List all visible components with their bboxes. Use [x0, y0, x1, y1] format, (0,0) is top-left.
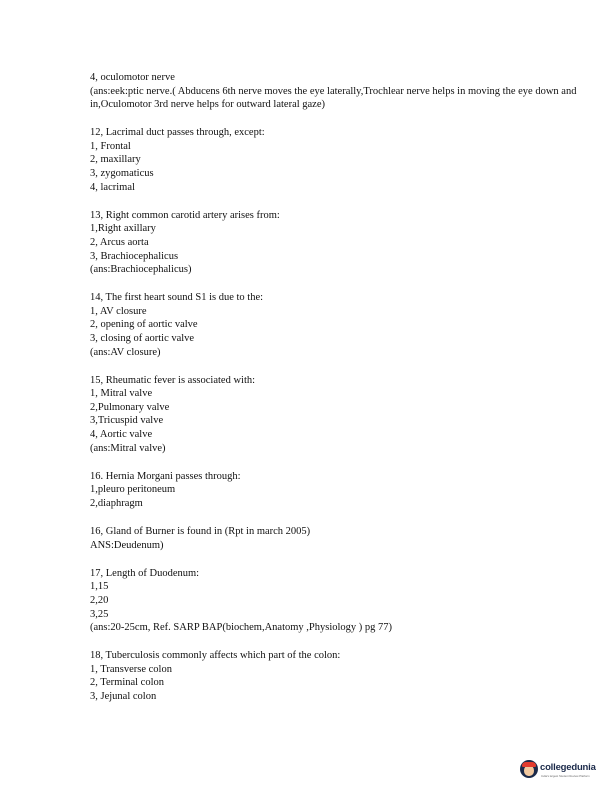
question-line: 17, Length of Duodenum: — [90, 567, 200, 579]
answer-line: (ans:AV closure) — [90, 346, 161, 358]
question-line: 15, Rheumatic fever is associated with: — [90, 374, 256, 386]
option-line: 4, lacrimal — [90, 181, 135, 193]
option-line: 4, Aortic valve — [90, 429, 153, 441]
option-line: 1, Mitral valve — [90, 388, 153, 400]
answer-line: (ans:20-25cm, Ref. SARP BAP(biochem,Anatomy ,Physiology ) pg 77) — [90, 622, 393, 634]
question-block-4-continued — [90, 71, 590, 112]
option-line: 1,Right axillary — [90, 223, 156, 235]
option-line: 2, Arcus aorta — [90, 236, 149, 248]
option-line: 3, closing of aortic valve — [90, 333, 195, 344]
option-line: 3,25 — [90, 608, 109, 620]
question-line: 18, Tuberculosis commonly affects which part of the colon: — [90, 650, 341, 662]
answer-line: (ans:Mitral valve) — [90, 442, 166, 454]
question-block-17 — [90, 567, 590, 635]
document-body — [90, 71, 590, 717]
question-line: 16. Hernia Morgani passes through: — [90, 470, 241, 482]
option-line: 1, Transverse colon — [90, 663, 172, 675]
answer-line: ANS:Deudenum) — [90, 539, 164, 551]
question-line: 14, The first heart sound S1 is due to the: — [90, 292, 264, 304]
option-line: 1, Frontal — [90, 140, 131, 152]
question-line: 12, Lacrimal duct passes through, except: — [90, 127, 265, 139]
question-block-13 — [90, 209, 590, 277]
option-line: 2, Terminal colon — [90, 677, 165, 689]
question-block-15 — [90, 374, 590, 456]
option-line: 1,15 — [90, 581, 109, 593]
question-line: 13, Right common carotid artery arises from: — [90, 209, 280, 221]
option-line: 2, opening of aortic valve — [90, 319, 198, 331]
option-line: 1,pleuro peritoneum — [90, 484, 176, 496]
answer-line: (ans:eek:ptic nerve.( Abducens 6th nerve moves the eye laterally,Trochlear nerve helps in moving the eye down and in,Oculomotor 3rd nerve helps for outward lateral gaze) — [90, 85, 577, 111]
option-line: 3, Jejunal colon — [90, 690, 157, 702]
question-block-16-gland — [90, 525, 590, 552]
text-line: 4, oculomotor nerve — [90, 72, 175, 83]
option-line: 3, Brachiocephalicus — [90, 250, 179, 262]
question-block-12 — [90, 126, 590, 194]
question-block-18 — [90, 649, 590, 703]
logo-tagline: India's largest Student Review Platform — [541, 774, 590, 778]
option-line: 2,20 — [90, 594, 109, 606]
collegedunia-logo — [520, 758, 600, 784]
mascot-icon — [520, 760, 538, 778]
option-line: 2,Pulmonary valve — [90, 401, 170, 413]
option-line: 2,diaphragm — [90, 497, 143, 509]
option-line: 2, maxillary — [90, 154, 141, 166]
option-line: 3, zygomaticus — [90, 168, 154, 180]
option-line: 3,Tricuspid valve — [90, 415, 164, 427]
question-block-14 — [90, 291, 590, 359]
question-block-16-hernia — [90, 470, 590, 511]
answer-line: (ans:Brachiocephalicus) — [90, 264, 192, 276]
question-line: 16, Gland of Burner is found in (Rpt in march 2005) — [90, 526, 311, 538]
logo-brand: collegedunia — [540, 762, 596, 773]
option-line: 1, AV closure — [90, 305, 147, 317]
